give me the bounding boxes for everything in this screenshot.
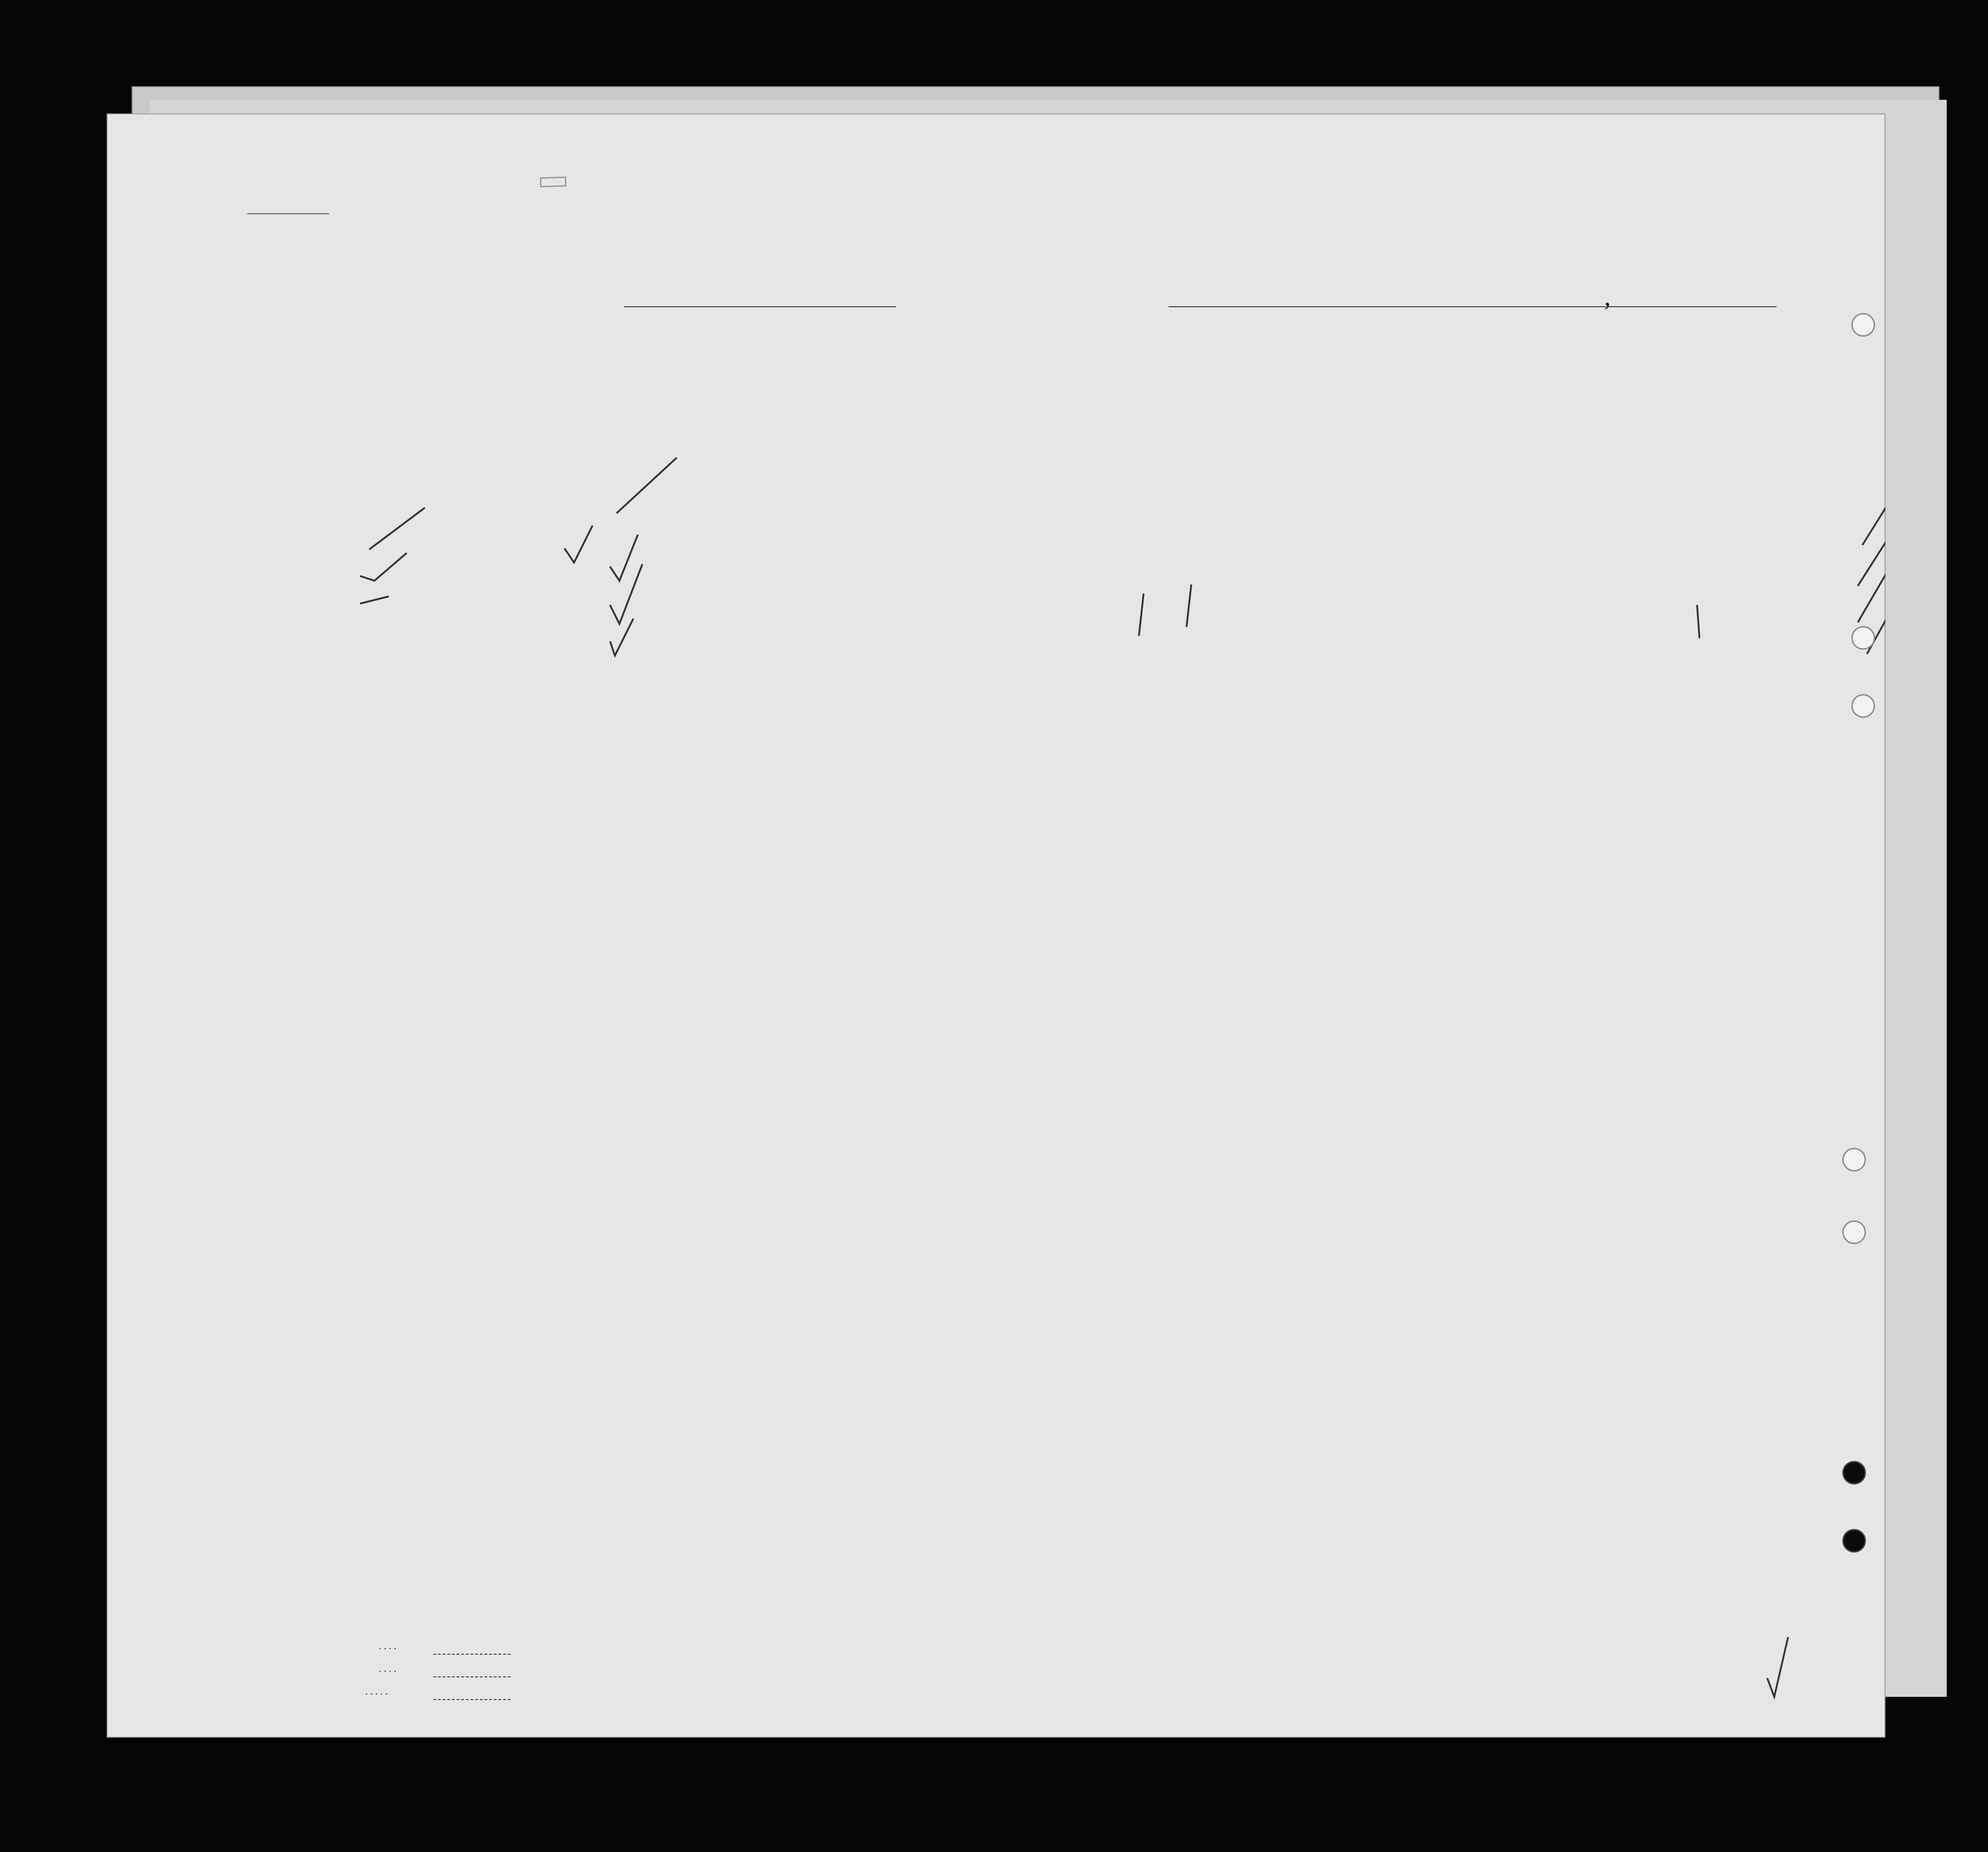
birth-mark-1 (1139, 594, 1144, 635)
punch-hole (1842, 1220, 1866, 1244)
right-check-1 (1863, 508, 1885, 544)
right-check-3 (1858, 567, 1885, 622)
right-check-2 (1858, 535, 1885, 585)
punch-hole (1851, 694, 1875, 718)
dash-mark-3 (361, 597, 388, 603)
punch-hole (1851, 626, 1875, 650)
punch-hole (1851, 313, 1875, 337)
age-slash (617, 458, 676, 513)
leader-dots-1: . . . . (379, 1640, 397, 1651)
leader-dots-3: . . . . . (365, 1685, 388, 1697)
comma: , (1604, 282, 1611, 311)
res-mark (1697, 606, 1699, 637)
check-mark-1 (370, 508, 424, 549)
leader-dots-2: . . . . (379, 1663, 397, 1674)
pen-marks (107, 113, 1885, 1738)
total-passengers-line (433, 1654, 510, 1655)
age-check-1 (565, 526, 592, 563)
birth-mark-2 (1187, 585, 1191, 626)
manifest-sheet (107, 113, 1885, 1738)
us-citizens-line (433, 1676, 510, 1677)
age-check-4 (610, 619, 633, 656)
punch-hole (1842, 1148, 1866, 1171)
age-check-2 (610, 535, 638, 581)
punch-hole (1842, 1461, 1866, 1485)
aliens-line (433, 1699, 510, 1700)
footer-check (1767, 1638, 1788, 1697)
check-mark-2 (361, 554, 406, 581)
punch-hole (1842, 1529, 1866, 1553)
